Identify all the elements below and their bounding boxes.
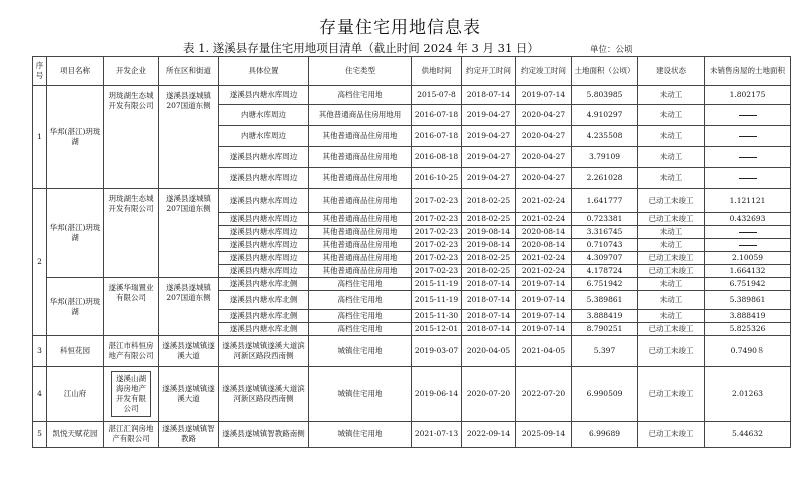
unsold-area-cell: 5.825326: [705, 323, 791, 336]
project-name-cell: 江山府: [47, 366, 104, 421]
status-cell: 未动工: [638, 226, 705, 239]
project-name-cell: 科恒花园: [47, 336, 104, 367]
area-cell: 4.178724: [572, 265, 638, 278]
table-body: [33, 86, 791, 448]
header-cell-supply: 供地时间: [412, 57, 462, 86]
supply-date-cell: 2015-12-01: [412, 323, 462, 336]
land-info-table: [32, 56, 791, 448]
supply-date-cell: 2016-08-18: [412, 147, 462, 168]
header-cell-type: 住宅类型: [309, 57, 412, 86]
supply-date-cell: 2015-07-8: [412, 86, 462, 105]
dash-mark: [739, 115, 757, 116]
finish-date-cell: 2020-08-14: [516, 226, 572, 239]
supply-date-cell: 2017-02-23: [412, 226, 462, 239]
status-cell: 已动工未竣工: [638, 366, 705, 421]
area-cell: 5.389861: [572, 291, 638, 310]
project-name-cell: 华邦(湛江)玥珑湖: [47, 278, 104, 336]
developer-cell: 湛江汇润房地产有限公司: [104, 421, 159, 447]
type-cell: 城镇住宅用地: [309, 336, 412, 367]
status-cell: 未动工: [638, 126, 705, 147]
document-title: 存量住宅用地信息表: [319, 18, 481, 38]
status-cell: 已动工未竣工: [638, 336, 705, 367]
project-name-cell: 凯悦天赋花园: [47, 421, 104, 447]
location-cell: 内塘水库周边: [219, 105, 309, 126]
area-cell: 6.990509: [572, 366, 638, 421]
finish-date-cell: 2020-04-27: [516, 147, 572, 168]
finish-date-cell: 2019-07-14: [516, 323, 572, 336]
location-cell: 遂溪县遂城镇智教路南侧: [219, 421, 309, 447]
project-name-cell: 华邦(湛江)玥珑湖: [47, 189, 104, 278]
supply-date-cell: 2019-03-07: [412, 336, 462, 367]
finish-date-cell: 2019-07-14: [516, 86, 572, 105]
area-cell: 3.888419: [572, 310, 638, 323]
header-cell-location: 具体位置: [219, 57, 309, 86]
dash-mark: [739, 178, 757, 179]
area-cell: 0.710743: [572, 239, 638, 252]
finish-date-cell: 2021-02-24: [516, 189, 572, 213]
project-name-cell: 华邦(湛江)玥珑湖: [47, 86, 104, 189]
area-cell: 3.316745: [572, 226, 638, 239]
area-cell: 0.723381: [572, 213, 638, 226]
start-date-cell: 2020-04-05: [462, 336, 516, 367]
supply-date-cell: 2021-07-13: [412, 421, 462, 447]
status-cell: 未动工: [638, 147, 705, 168]
unsold-area-cell: 1.802175: [705, 86, 791, 105]
location-cell: 遂溪县内塘水库北侧: [219, 310, 309, 323]
start-date-cell: 2019-08-14: [462, 226, 516, 239]
status-cell: 未动工: [638, 86, 705, 105]
header-cell-finish: 约定竣工时间: [516, 57, 572, 86]
start-date-cell: 2018-02-25: [462, 213, 516, 226]
header-cell-no: 序号: [33, 57, 47, 86]
unsold-area-cell: 0.432693: [705, 213, 791, 226]
unsold-area-cell: [705, 126, 791, 147]
area-cell: 5.803985: [572, 86, 638, 105]
developer-cell: 玥珑湖生态城开发有限公司: [104, 189, 159, 278]
location-cell: 遂溪县内塘水库周边: [219, 168, 309, 189]
supply-date-cell: 2017-02-23: [412, 265, 462, 278]
status-cell: 已动工未竣工: [638, 252, 705, 265]
unsold-area-cell: 5.44632: [705, 421, 791, 447]
status-cell: 未动工: [638, 105, 705, 126]
dash-mark: [739, 157, 757, 158]
area-cell: 6.751942: [572, 278, 638, 291]
finish-date-cell: 2021-04-05: [516, 336, 572, 367]
start-date-cell: 2019-04-27: [462, 105, 516, 126]
supply-date-cell: 2015-11-19: [412, 291, 462, 310]
finish-date-cell: 2020-04-27: [516, 105, 572, 126]
district-cell: 遂溪县遂城镇207国道东侧: [159, 86, 219, 189]
row-no-cell: 3: [33, 336, 47, 367]
area-cell: 8.790251: [572, 323, 638, 336]
status-cell: 已动工未竣工: [638, 323, 705, 336]
row-no-cell: 5: [33, 421, 47, 447]
supply-date-cell: 2017-02-23: [412, 189, 462, 213]
supply-date-cell: 2017-02-23: [412, 213, 462, 226]
location-cell: 内塘水库周边: [219, 126, 309, 147]
type-cell: 其他普通商品住房用地: [309, 168, 412, 189]
header-cell-start: 约定开工时间: [462, 57, 516, 86]
district-cell: 遂溪县遂城镇遂溪大道: [159, 336, 219, 367]
table-row: [33, 336, 791, 367]
area-cell: 4.309707: [572, 252, 638, 265]
unsold-area-cell: 2.10059: [705, 252, 791, 265]
status-cell: 未动工: [638, 291, 705, 310]
status-cell: 未动工: [638, 278, 705, 291]
header-cell-status: 建设状态: [638, 57, 705, 86]
supply-date-cell: 2016-07-18: [412, 126, 462, 147]
finish-date-cell: 2021-02-24: [516, 252, 572, 265]
header-cell-unsold: 未销售房屋的土地面积: [705, 57, 791, 86]
unsold-area-cell: [705, 147, 791, 168]
table-row: [33, 366, 791, 421]
unsold-area-cell: 5.389861: [705, 291, 791, 310]
location-cell: 遂溪县内塘水库北侧: [219, 291, 309, 310]
district-cell: 遂溪县遂城镇智教路: [159, 421, 219, 447]
location-cell: 遂溪县内塘水库周边: [219, 226, 309, 239]
finish-date-cell: 2020-08-14: [516, 239, 572, 252]
dash-mark: [739, 136, 757, 137]
unsold-area-cell: 1.664132: [705, 265, 791, 278]
finish-date-cell: 2021-02-24: [516, 213, 572, 226]
type-cell: 高档住宅用地: [309, 323, 412, 336]
start-date-cell: 2018-07-14: [462, 291, 516, 310]
start-date-cell: 2018-02-25: [462, 252, 516, 265]
status-cell: 已动工未竣工: [638, 213, 705, 226]
location-cell: 遂溪县内塘水库周边: [219, 213, 309, 226]
type-cell: 高档住宅用地: [309, 86, 412, 105]
start-date-cell: 2020-07-20: [462, 366, 516, 421]
table-row: [33, 189, 791, 213]
finish-date-cell: 2019-07-14: [516, 291, 572, 310]
table-header-row: [33, 57, 791, 86]
type-cell: 其他普通商品住房用地: [309, 239, 412, 252]
start-date-cell: 2018-07-14: [462, 310, 516, 323]
dash-mark: [739, 245, 757, 246]
unsold-area-cell: 1.121121: [705, 189, 791, 213]
start-date-cell: 2019-04-27: [462, 126, 516, 147]
type-cell: 其他普通商品住房用地: [309, 252, 412, 265]
supply-date-cell: 2019-06-14: [412, 366, 462, 421]
status-cell: 已动工未竣工: [638, 189, 705, 213]
start-date-cell: 2018-02-25: [462, 189, 516, 213]
header-cell-project: 项目名称: [47, 57, 104, 86]
developer-box: 遂溪山湖海房地产开发有限公司: [111, 371, 151, 417]
start-date-cell: 2018-02-25: [462, 265, 516, 278]
type-cell: 其他普通商品住房用地: [309, 226, 412, 239]
row-no-cell: 2: [33, 189, 47, 336]
type-cell: 城镇住宅用地: [309, 366, 412, 421]
start-date-cell: 2019-04-27: [462, 147, 516, 168]
status-cell: 未动工: [638, 239, 705, 252]
table-row: [33, 278, 791, 291]
area-cell: 5.397: [572, 336, 638, 367]
finish-date-cell: 2022-07-20: [516, 366, 572, 421]
supply-date-cell: 2016-10-25: [412, 168, 462, 189]
type-cell: 高档住宅用地: [309, 278, 412, 291]
district-cell: 遂溪县遂城镇遂溪大道: [159, 366, 219, 421]
type-cell: 其他普通商品住房用地: [309, 126, 412, 147]
header-cell-area: 土地面积（公顷）: [572, 57, 638, 86]
type-cell: 高档住宅用地: [309, 310, 412, 323]
supply-date-cell: 2015-11-30: [412, 310, 462, 323]
table-caption: 表 1. 遂溪县存量住宅用地项目清单（截止时间 2024 年 3 月 31 日）: [183, 41, 539, 55]
status-cell: 已动工未竣工: [638, 421, 705, 447]
status-cell: 未动工: [638, 168, 705, 189]
row-no-cell: 1: [33, 86, 47, 189]
location-cell: 遂溪县遂城镇遂溪大道滨河新区路段西南侧: [219, 366, 309, 421]
finish-date-cell: 2025-09-14: [516, 421, 572, 447]
district-cell: 遂溪县遂城镇207国道东侧: [159, 278, 219, 336]
location-cell: 遂溪县内塘水库周边: [219, 86, 309, 105]
location-cell: 遂溪县内塘水库周边: [219, 252, 309, 265]
area-cell: 4.235508: [572, 126, 638, 147]
dash-mark: [739, 232, 757, 233]
location-cell: 遂溪县内塘水库北侧: [219, 278, 309, 291]
start-date-cell: 2019-08-14: [462, 239, 516, 252]
area-cell: 1.641777: [572, 189, 638, 213]
developer-cell: 湛江市科恒房地产有限公司: [104, 336, 159, 367]
type-cell: 高档住宅用地: [309, 291, 412, 310]
unsold-area-cell: 3.888419: [705, 310, 791, 323]
header-cell-developer: 开发企业: [104, 57, 159, 86]
area-cell: 3.79109: [572, 147, 638, 168]
location-cell: 遂溪县遂城镇遂溪大道滨河新区路段西南侧: [219, 336, 309, 367]
area-cell: 2.261028: [572, 168, 638, 189]
location-cell: 遂溪县内塘水库周边: [219, 265, 309, 278]
status-cell: 已动工未竣工: [638, 265, 705, 278]
unsold-area-cell: [705, 105, 791, 126]
supply-date-cell: 2016-07-18: [412, 105, 462, 126]
type-cell: 其他普通商品住房用地用: [309, 105, 412, 126]
location-cell: 遂溪县内塘水库周边: [219, 239, 309, 252]
developer-cell: 玥珑湖生态城开发有限公司: [104, 86, 159, 189]
table-row: [33, 421, 791, 447]
location-cell: 遂溪县内塘水库北侧: [219, 323, 309, 336]
status-cell: 未动工: [638, 310, 705, 323]
area-cell: 6.99689: [572, 421, 638, 447]
finish-date-cell: 2021-02-24: [516, 265, 572, 278]
location-cell: 遂溪县内塘水库周边: [219, 189, 309, 213]
finish-date-cell: 2019-07-14: [516, 278, 572, 291]
start-date-cell: 2018-07-14: [462, 323, 516, 336]
supply-date-cell: 2017-02-23: [412, 239, 462, 252]
district-cell: 遂溪县遂城镇207国道东侧: [159, 189, 219, 278]
unsold-area-cell: [705, 239, 791, 252]
type-cell: 其他普通商品住房用地: [309, 265, 412, 278]
finish-date-cell: 2019-07-14: [516, 310, 572, 323]
location-cell: 遂溪县内塘水库周边: [219, 147, 309, 168]
finish-date-cell: 2020-04-27: [516, 126, 572, 147]
start-date-cell: 2018-07-14: [462, 86, 516, 105]
type-cell: 城镇住宅用地: [309, 421, 412, 447]
type-cell: 其他普通商品住房用地: [309, 189, 412, 213]
row-no-cell: 4: [33, 366, 47, 421]
unsold-area-cell: [705, 168, 791, 189]
unsold-area-cell: 0.7490８: [705, 336, 791, 367]
start-date-cell: 2022-09-14: [462, 421, 516, 447]
unsold-area-cell: 6.751942: [705, 278, 791, 291]
start-date-cell: 2019-04-27: [462, 168, 516, 189]
table-row: [33, 86, 791, 105]
unsold-area-cell: [705, 226, 791, 239]
supply-date-cell: 2017-02-23: [412, 252, 462, 265]
unsold-area-cell: 2.01263: [705, 366, 791, 421]
finish-date-cell: 2020-04-27: [516, 168, 572, 189]
unit-label: 单位：公顷: [590, 45, 633, 55]
area-cell: 4.910297: [572, 105, 638, 126]
type-cell: 其他普通商品住房用地: [309, 147, 412, 168]
developer-cell: [104, 366, 159, 421]
developer-cell: 遂溪华瑞置业有限公司: [104, 278, 159, 336]
supply-date-cell: 2015-11-19: [412, 278, 462, 291]
type-cell: 其他普通商品住房用地: [309, 213, 412, 226]
start-date-cell: 2018-07-14: [462, 278, 516, 291]
header-cell-district: 所在区和街道: [159, 57, 219, 86]
